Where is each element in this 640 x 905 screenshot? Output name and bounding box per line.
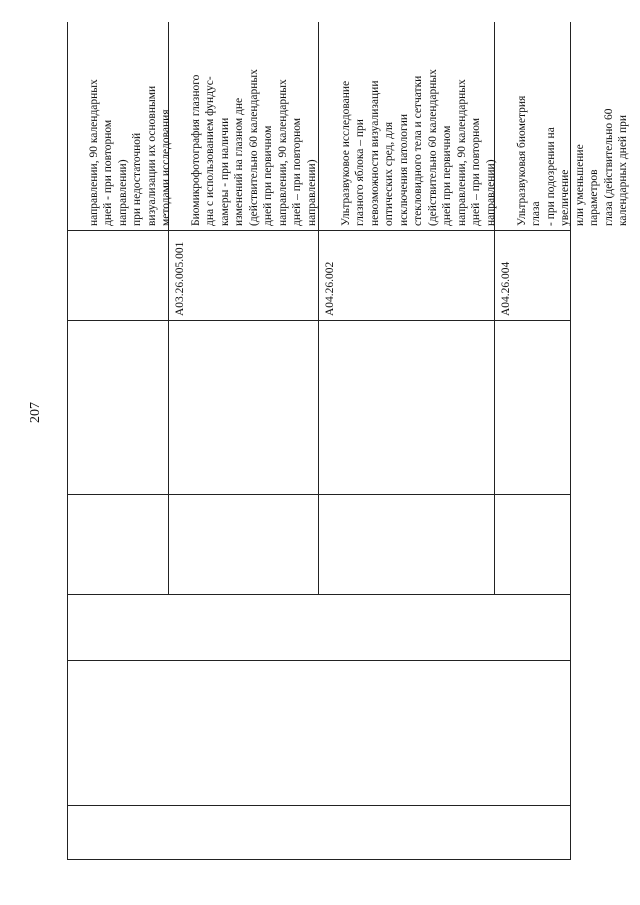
table-border-left	[67, 22, 68, 860]
description-cell: направлении, 90 календарных дней - при повторном направлении) при недостаточной визуализации их основными методами исследования	[87, 79, 172, 226]
table-border-bottom	[67, 859, 570, 860]
description-cell: Ультразвуковая биометрия глаза - при подозрении на увеличение или уменьшение параметров глаза (действительно 60 календарных дней при	[515, 95, 629, 226]
column-separator	[67, 805, 570, 806]
table-row	[500, 86, 631, 226]
description-cell: Биомикрофотография глазного дна с использованием фундус- камеры - при наличии изменений на глазном дне (действительно 60 календарных дней при первичном направлении, 90 календарных дней – при повторном направлении)	[189, 69, 318, 226]
table-row	[324, 69, 498, 226]
description-cell: Ультразвуковое исследование глазного яблока – при невозможности визуализации оптических сред, для исключения патологии стекловидного тела и сетчатки (действительно 60 календарных дней при первичном направлении, 90 календарных дней – при повторном направлении)	[339, 69, 497, 226]
column-separator	[67, 660, 570, 661]
code-cell: A04.26.002	[324, 261, 336, 316]
column-separator	[67, 230, 570, 231]
column-separator	[67, 320, 570, 321]
table-row	[72, 79, 174, 226]
column-separator	[67, 594, 570, 595]
column-separator	[67, 494, 570, 495]
code-cell: A04.26.004	[500, 261, 512, 316]
table-row	[174, 69, 319, 226]
code-cell: A03.26.005.001	[174, 241, 186, 316]
page-number: 207	[28, 402, 43, 423]
